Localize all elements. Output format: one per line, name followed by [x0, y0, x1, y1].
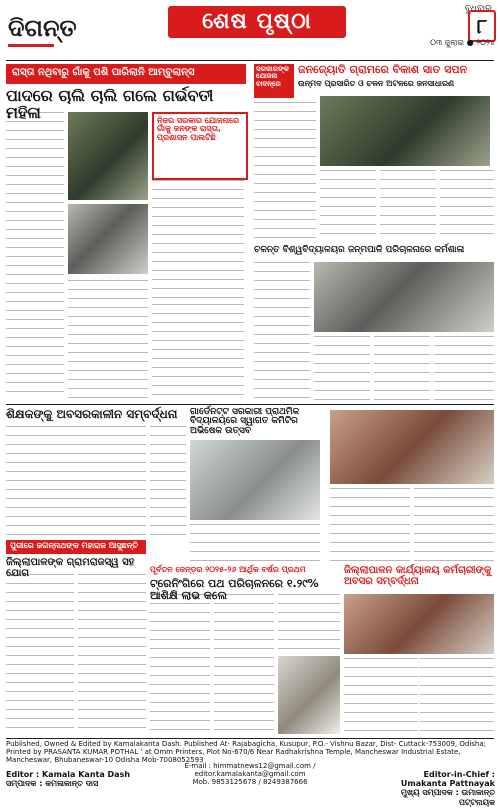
story-side-title: ନିଜର ସରକାର ଯୋଜନାରେ ଗାଁକୁ ଜନଙ୍କ ରାସ୍ତା, ପ୍ରଶାସନ ପାଲଟିଛି	[157, 116, 240, 142]
editor-info	[6, 770, 166, 789]
story-headline: ଜିଲ୍ଲାପାଳଙ୍କ ଗ୍ରାମରାଜସ୍ୱ ସହ ଯୋଗ	[6, 557, 135, 579]
story-body-col1	[344, 658, 418, 734]
story-photo-office	[344, 594, 494, 654]
story-body-col3	[68, 280, 148, 400]
story-kicker-bar	[6, 64, 246, 84]
story-subheadline: ଉନ୍ମଦ ପ୍ରସାରିତ ଓ ଚଳନ ଅଟଳରେ ଜନସାଧାରଣ	[298, 79, 455, 88]
story-body-col2	[314, 336, 370, 400]
story-headline: ଚଳନ୍ତ ବିଶ୍ୱବିଦ୍ୟାଳୟର ଜନ୍ମପାଳି ପରିଚାଳନାରେ କର୍ମଶାଳା	[254, 245, 465, 255]
story-body-col1	[254, 262, 310, 400]
masthead-rule	[6, 60, 494, 61]
story-headline: ପାଦରେ ଚାଲି ଚାଲି ଗଲେ ଗର୍ଭବତୀ ମହିଳା	[6, 86, 214, 122]
editor-in-chief-info	[375, 770, 495, 808]
story-photo-felicitation	[330, 410, 494, 484]
masthead	[0, 0, 500, 58]
editor-in-chief-odia: ମୁଖ୍ୟ ସମ୍ପାଦକ : ଉମାକାନ୍ତ ପଟ୍ଟନାୟକ	[401, 788, 495, 807]
mobile-line: Mob. 9853125678 / 8249387666	[192, 778, 308, 786]
story-body-col1	[150, 594, 210, 734]
story-body-col1	[254, 102, 316, 242]
editor-in-chief-label: Editor-in-Chief : Umakanta Pattnayak	[400, 770, 495, 788]
story-body-col2	[420, 658, 494, 734]
story-body-col1	[6, 112, 64, 400]
editor-label: Editor : Kamala Kanta Dash	[6, 770, 131, 779]
day-label: ବୁଧବାର	[464, 4, 492, 14]
story-body-col1	[6, 574, 74, 734]
story-photo-school	[190, 440, 320, 520]
story-photo-workshop	[314, 262, 494, 332]
contact-info	[140, 762, 360, 786]
story-body-col3	[330, 488, 410, 562]
story-body-col3	[380, 170, 436, 242]
story-body-col3	[278, 594, 340, 654]
publisher-info	[6, 740, 494, 762]
story-photo-road	[68, 204, 148, 274]
footer-rule	[6, 738, 494, 739]
page-title-banner: ଶେଷ ପୃଷ୍ଠା	[168, 6, 346, 38]
story-body-col2	[152, 180, 244, 300]
story-body-col4	[440, 170, 494, 242]
story-body-col2	[320, 170, 376, 242]
newspaper-logo: ଦିଗନ୍ତ	[8, 13, 77, 42]
story-headline: ଗାର୍ଡେନଟ୍ଟ ସରକାରୀ ପ୍ରାଥମିକ ବିଦ୍ୟାଳୟରେ ସ୍ୱାଗତ କମିଟିର ଅଭିଷେକ ଉତ୍ସବ	[190, 407, 300, 436]
story-headline: ଜନଜ୍ୟୋତି ଗ୍ରାମରେ ବିକାଶ ସାତ ସପନ	[298, 63, 468, 76]
story-headline: ଟ୍ରେନିଂଗିରେ ପଥ ପରିଚାଳନରେ ୧.୨୯% ଆଶିକ୍ଷି ଲାଭ କଲେ	[150, 577, 319, 602]
story-body-col4	[152, 304, 244, 400]
story-body	[6, 426, 146, 536]
story-kicker: ପୁରୀରେ ଜଗନ୍ନାଥଙ୍କ ମହାରାଜ ଆସୁଛନ୍ତି	[10, 541, 138, 550]
date-label: ୦୩ ଜୁଲାଇ ● ୨୦୨୪	[430, 38, 495, 47]
story-body-col1	[150, 426, 186, 536]
story-body-col4	[434, 336, 494, 400]
story-headline: ଜିଲ୍ଲାପାଳନ କାର୍ଯ୍ୟାଳୟ କର୍ମଚାରୀଙ୍କୁ ଅବସର ସମ୍ବର୍ଦ୍ଧନା	[344, 565, 492, 587]
story-body-col2	[214, 594, 274, 734]
story-photo-ambulance	[68, 112, 148, 200]
story-photo-mine	[278, 656, 340, 734]
story-headline: ଶିକ୍ଷକଙ୍କୁ ଅବସରକାଳୀନ ସମ୍ବର୍ଦ୍ଧନା	[6, 407, 178, 421]
story-body-col4	[414, 488, 494, 562]
story-kicker: ରାସ୍ତା ନଥିବାରୁ ଗାଁକୁ ପଶି ପାରିଲାନି ଆମ୍ବୁଲାନ୍ସ	[12, 67, 195, 78]
editor-odia: ସମ୍ପାଦକ : କମଳାକାନ୍ତ ଦାସ	[6, 779, 99, 788]
logo-underline	[8, 44, 54, 47]
page-number-badge: ୮	[468, 10, 496, 42]
email-line: E-mail : himmatnews12@gmail.com / editor.kamalakanta@gmail.com	[184, 762, 316, 778]
story-body-col2	[78, 574, 146, 734]
story-kicker: ପୂର୍ବତନ ଜେନ୍‌ଡ଼ର ୨୦୨୫-୨୬ ଆର୍ଥିକ ବର୍ଷର ପ୍ରଥମ	[150, 565, 306, 574]
story-body-col2	[190, 524, 320, 562]
story-tag-box	[254, 64, 294, 98]
story-kicker-bar	[6, 540, 146, 554]
publisher-line: Published, Owned & Edited by Kamalakanta Dash. Published At- Rajabagicha, Kusupur, P.O.- Vishnu Bazar, Dist- Cuttack-753009, Odisha; Printed by PRASANTA KUMAR POTHAL ' at Omm Printers, Plot No-670/6 Near Radhakrishna Temple, Mancheswar Industrial Estate, Mancheswar, Bhubaneswar-10 Odisha Mob-7008052593	[6, 740, 487, 764]
story-tag: ସରକାରଙ୍କ ଯୋଜନା ବାଦନ୍‌ରେ	[256, 65, 289, 88]
story-body-col3	[374, 336, 430, 400]
section-rule	[6, 404, 494, 405]
story-photo-village	[320, 96, 490, 166]
story-side-box	[152, 112, 248, 180]
